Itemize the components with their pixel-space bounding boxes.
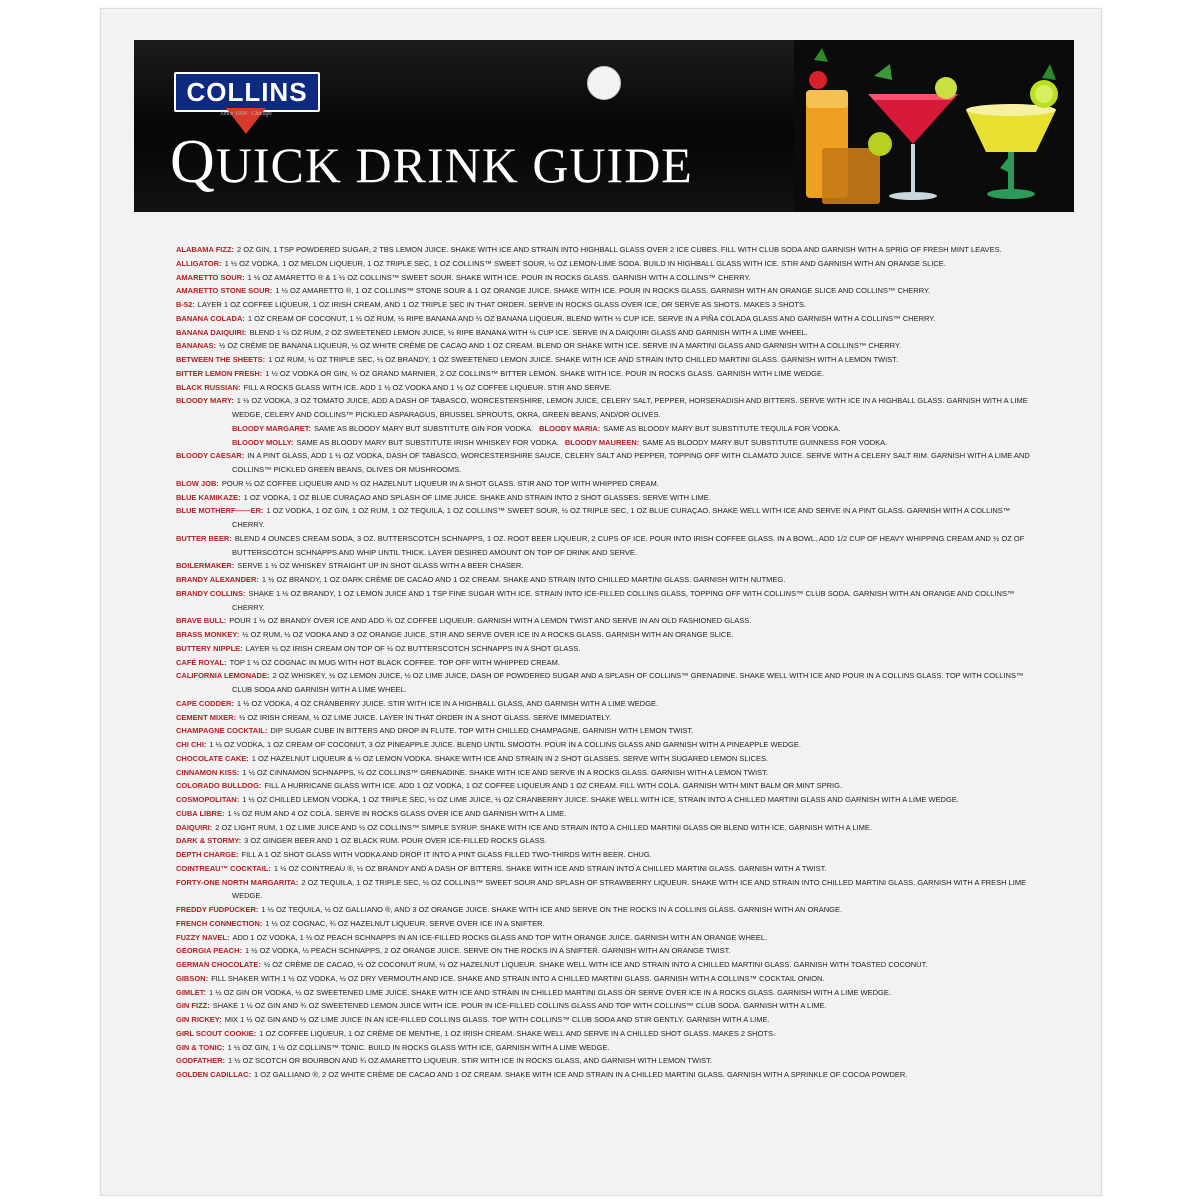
- drink-name: BLOODY MARGARET:: [232, 423, 312, 433]
- recipe-text: 1 ½ OZ CINNAMON SCHNAPPS, ½ OZ COLLINS™ GRENADINE. SHAKE WITH ICE AND SERVE IN A ROCKS GLASS. GARNISH WITH A LEMON TWIST.: [242, 767, 769, 777]
- recipe-entry: [176, 903, 1036, 917]
- recipe-text: 1 ½ OZ VODKA, 3 OZ TOMATO JUICE, ADD A DASH OF TABASCO, WORCESTERSHIRE, LEMON JUICE, CELERY SALT, PEPPER, HORSERADISH AND BITTERS. SERVE WITH ICE IN A HIGHBALL GLASS. GARNISH WITH A LIME WEDGE, CELERY AND COLLINS™ PICKLED ASPARAGUS, BRUSSEL SPROUTS, OKRA, GREEN BEANS, AND/OR OLIVES.: [232, 396, 1028, 419]
- recipe-entry: [176, 711, 1036, 725]
- recipe-variant-entry: [176, 436, 1036, 450]
- recipe-text: ½ OZ CRÈME DE BANANA LIQUEUR, ½ OZ WHITE CRÈME DE CACAO AND 1 OZ CREAM. BLEND OR SHAKE WITH ICE. SERVE IN A MARTINI GLASS AND GARNISH WITH A COLLINS™ CHERRY.: [219, 341, 902, 351]
- drink-name: BLOW JOB:: [176, 478, 219, 488]
- recipe-text: MIX 1 ½ OZ GIN AND ½ OZ LIME JUICE IN AN ICE-FILLED COLLINS GLASS. TOP WITH COLLINS™ CLUB SODA AND STIR GENTLY. GARNISH WITH A LIME.: [224, 1015, 770, 1024]
- recipe-entry: [176, 367, 1036, 381]
- drink-name: BRASS MONKEY:: [176, 630, 240, 639]
- recipe-entry: [176, 1013, 1036, 1027]
- recipe-text: 1 ½ OZ VODKA OR GIN, ½ OZ GRAND MARNIER, 2 OZ COLLINS™ BITTER LEMON. SHAKE WITH ICE. POUR IN ROCKS GLASS. GARNISH WITH LIME WEDGE.: [265, 368, 825, 378]
- drink-name: GERMAN CHOCOLATE:: [176, 960, 261, 969]
- recipe-text: 1 OZ COFFEE LIQUEUR, 1 OZ CRÈME DE MENTHE, 1 OZ IRISH CREAM. SHAKE WELL AND SERVE IN A CHILLED SHOT GLASS. MAKES 2 SHOTS.: [259, 1028, 776, 1038]
- recipe-entry: [176, 353, 1036, 367]
- recipe-text: 1 OZ HAZELNUT LIQUEUR & ½ OZ LEMON VODKA. SHAKE WITH ICE AND STRAIN IN 2 SHOT GLASSES. SERVE WITH SUGARED LEMON SLICES.: [251, 753, 769, 763]
- recipe-text: BLEND 1 ½ OZ RUM, 2 OZ SWEETENED LEMON JUICE, ½ RIPE BANANA WITH ½ CUP ICE. SERVE IN A DAIQUIRI GLASS AND GARNISH WITH A LIME WHEEL.: [249, 327, 808, 337]
- recipe-text: 3 OZ GINGER BEER AND 1 OZ BLACK RUM. POUR OVER ICE-FILLED ROCKS GLASS.: [244, 836, 547, 846]
- recipe-text: IN A PINT GLASS, ADD 1 ½ OZ VODKA, DASH OF TABASCO, WORCESTERSHIRE SAUCE, CELERY SALT AND PEPPER, TOPPING OFF WITH CLAMATO JUICE. SERVE WITH A CELERY SALT RIM. GARNISH WITH A LIME AND COLLINS™ PICKLED GREEN BEANS, OLIVES OR MUSHROOMS.: [232, 451, 1030, 474]
- recipe-text: 1 ½ OZ TEQUILA, ½ OZ GALLIANO ®, AND 3 OZ ORANGE JUICE. SHAKE WITH ICE AND SERVE ON THE ROCKS IN A COLLINS GLASS. GARNISH WITH AN ORANGE.: [261, 905, 843, 914]
- recipe-text: 1 OZ CREAM OF COCONUT, 1 ½ OZ RUM, ½ RIPE BANANA AND ½ OZ BANANA LIQUEUR. BLEND WITH ½ CUP ICE. SERVE IN A PIÑA COLADA GLASS AND GARNISH WITH A COLLINS™ CHERRY.: [247, 313, 936, 323]
- drink-name: FRENCH CONNECTION:: [176, 918, 263, 928]
- recipe-entry: [176, 766, 1036, 780]
- logo-tagline: Since 1934 · Chicago: [220, 111, 272, 117]
- recipe-entry: [176, 271, 1036, 285]
- drink-name: CAPE CODDER:: [176, 698, 234, 708]
- drink-name: BLOODY CAESAR:: [176, 451, 245, 461]
- recipe-text: 1 ½ OZ GIN, 1 ½ OZ COLLINS™ TONIC. BUILD IN ROCKS GLASS WITH ICE, GARNISH WITH A LIME WEDGE.: [227, 1042, 610, 1052]
- drink-name: GIMLET:: [176, 987, 206, 997]
- recipe-entry: [176, 779, 1036, 793]
- recipe-entry: [176, 793, 1036, 807]
- recipe-entry: [176, 656, 1036, 670]
- recipe-text: 2 OZ GIN, 1 TSP POWDERED SUGAR, 2 TBS LEMON JUICE. SHAKE WITH ICE AND STRAIN INTO HIGHBALL GLASS OVER 2 ICE CUBES. FILL WITH CLUB SODA AND GARNISH WITH A SPRIG OF FRESH MINT LEAVES.: [237, 245, 1002, 254]
- recipe-entry: [176, 944, 1036, 958]
- drink-name: AMARETTO STONE SOUR:: [176, 286, 273, 296]
- recipe-text: BLEND 4 OUNCES CREAM SODA, 3 OZ. BUTTERSCOTCH SCHNAPPS, 1 OZ. ROOT BEER LIQUEUR, 2 CUPS OF ICE. POUR INTO IRISH COFFEE GLASS. IN A BOWL, ADD 1/2 CUP OF HEAVY WHIPPING CREAM AND ½ OZ OF BUTTERSCOTCH SCHNAPPS AND WHIP UNTIL THICK. LAYER DESIRED AMOUNT ON TOP OF DRINK AND SERVE.: [232, 533, 1025, 557]
- recipe-entry: [176, 917, 1036, 931]
- recipe-text: 1 ½ OZ COGNAC, ¾ OZ HAZELNUT LIQUEUR. SERVE OVER ICE IN A SNIFTER.: [265, 918, 545, 928]
- recipe-entry: [176, 834, 1036, 848]
- drink-name: BRANDY COLLINS:: [176, 588, 246, 598]
- recipe-text: 1 OZ VODKA, 1 OZ GIN, 1 OZ RUM, 1 OZ TEQUILA, 1 OZ COLLINS™ SWEET SOUR, ½ OZ TRIPLE SEC, 1 OZ BLUE CURAÇAO. SHAKE WELL WITH ICE AND SERVE IN A PINT GLASS. GARNISH WITH A COLLINS™ CHERRY.: [232, 506, 1011, 529]
- drink-name: GODFATHER:: [176, 1056, 226, 1066]
- page-title: QUICK DRINK GUIDE: [170, 128, 693, 196]
- drink-name: BLUE MOTHERF——ER:: [176, 506, 264, 516]
- drink-name: BLOODY MARY:: [176, 396, 234, 406]
- recipe-text: 1 ½ OZ VODKA, 4 OZ CRANBERRY JUICE. STIR WITH ICE IN A HIGHBALL GLASS, AND GARNISH WITH A LIME WEDGE.: [236, 698, 659, 708]
- recipe-text: 1 ½ OZ AMARETTO ® & 1 ½ OZ COLLINS™ SWEET SOUR. SHAKE WITH ICE. POUR IN ROCKS GLASS. GARNISH WITH A COLLINS™ CHERRY.: [247, 272, 751, 282]
- drink-name: GIN RICKEY:: [176, 1015, 222, 1024]
- drink-name: BANANA COLADA:: [176, 313, 245, 323]
- recipe-entry: [176, 752, 1036, 766]
- drink-name: BANANAS:: [176, 341, 216, 351]
- drink-name: CEMENT MIXER:: [176, 712, 236, 722]
- recipe-entry: [176, 573, 1036, 587]
- recipe-text: 1 ½ OZ VODKA, 1 OZ CREAM OF COCONUT, 3 OZ PINEAPPLE JUICE. BLEND UNTIL SMOOTH. POUR IN A COLLINS GLASS AND GARNISH WITH A PINEAPPLE WEDGE.: [209, 740, 801, 749]
- recipe-entry: [176, 986, 1036, 1000]
- drink-name: BLUE KAMIKAZE:: [176, 492, 241, 502]
- recipe-text: 1 ½ OZ VODKA, ½ PEACH SCHNAPPS, 2 OZ ORANGE JUICE. SERVE ON THE ROCKS IN A SNIFTER. GARNISH WITH AN ORANGE TWIST.: [244, 946, 731, 956]
- recipe-text: ½ OZ IRISH CREAM, ½ OZ LIME JUICE. LAYER IN THAT ORDER IN A SHOT GLASS. SERVE IMMEDIATELY.: [239, 712, 612, 722]
- drink-name: BETWEEN THE SHEETS:: [176, 355, 266, 364]
- drink-name: BUTTER BEER:: [176, 533, 232, 543]
- recipe-text: FILL A 1 OZ SHOT GLASS WITH VODKA AND DROP IT INTO A PINT GLASS FILLED TWO-THIRDS WITH BEER. CHUG.: [241, 850, 652, 859]
- recipe-entry: [176, 339, 1036, 353]
- recipe-text: 1 ½ OZ RUM AND 4 OZ COLA. SERVE IN ROCKS GLASS OVER ICE AND GARNISH WITH A LIME.: [227, 808, 567, 818]
- recipe-entry: [176, 669, 1036, 697]
- drink-name: BRANDY ALEXANDER:: [176, 575, 259, 584]
- drink-name: CAFÉ ROYAL:: [176, 657, 227, 667]
- drink-name: BITTER LEMON FRESH:: [176, 368, 263, 378]
- recipe-entry: [176, 1068, 1036, 1082]
- recipe-text: POUR 1 ½ OZ BRANDY OVER ICE AND ADD ¾ OZ COFFEE LIQUEUR. GARNISH WITH A LEMON TWIST AND SERVE IN AN OLD FASHIONED GLASS.: [229, 616, 752, 626]
- recipe-entry: [176, 394, 1036, 422]
- recipe-text: DIP SUGAR CUBE IN BITTERS AND DROP IN FLUTE. TOP WITH CHILLED CHAMPAGNE. GARNISH WITH LEMON TWIST.: [270, 726, 694, 736]
- drink-name: COLORADO BULLDOG:: [176, 781, 262, 791]
- recipe-text: 1 ½ OZ BRANDY, 1 OZ DARK CRÈME DE CACAO AND 1 OZ CREAM. SHAKE AND STRAIN INTO CHILLED MARTINI GLASS. GARNISH WITH NUTMEG.: [261, 575, 786, 584]
- drink-name: CHAMPAGNE COCKTAIL:: [176, 726, 268, 736]
- recipe-entry: [176, 724, 1036, 738]
- drink-name: BLACK RUSSIAN:: [176, 382, 241, 392]
- drink-name: AMARETTO SOUR:: [176, 272, 245, 282]
- recipe-text: LAYER 1 OZ COFFEE LIQUEUR, 1 OZ IRISH CREAM, AND 1 OZ TRIPLE SEC IN THAT ORDER. SERVE IN ROCKS GLASS OVER ICE, OR SERVE AS SHOTS. MAKES 3 SHOTS.: [197, 300, 807, 309]
- drink-name: COINTREAU™ COCKTAIL:: [176, 863, 271, 873]
- drink-name: BLOODY MARIA:: [539, 423, 601, 433]
- recipe-text: ADD 1 OZ VODKA, 1 ½ OZ PEACH SCHNAPPS IN AN ICE-FILLED ROCKS GLASS AND TOP WITH ORANGE JUICE. GARNISH WITH AN ORANGE WHEEL.: [232, 932, 768, 942]
- recipe-entry: [176, 862, 1036, 876]
- drink-list: [176, 243, 1036, 1082]
- recipe-text: SAME AS BLOODY MARY BUT SUBSTITUTE TEQUILA FOR VODKA.: [603, 423, 841, 433]
- recipe-entry: [176, 587, 1036, 615]
- recipe-text: 2 OZ TEQUILA, 1 OZ TRIPLE SEC, ½ OZ COLLINS™ SWEET SOUR AND SPLASH OF STRAWBERRY LIQUEUR. SHAKE WITH ICE AND STRAIN INTO CHILLED MARTINI GLASS. GARNISH WITH A FRESH LIME WEDGE.: [232, 877, 1027, 901]
- recipe-text: 2 OZ WHISKEY, ½ OZ LEMON JUICE, ½ OZ LIME JUICE, DASH OF POWDERED SUGAR AND A SPLASH OF COLLINS™ GRENADINE. SHAKE WELL WITH ICE AND POUR IN A COLLINS GLASS. TOP WITH COLLINS™ CLUB SODA AND GARNISH WITH A LIME WHEEL.: [232, 671, 1024, 694]
- recipe-text: 1 OZ RUM, ½ OZ TRIPLE SEC, ½ OZ BRANDY, 1 OZ SWEETENED LEMON JUICE. SHAKE WITH ICE AND STRAIN INTO CHILLED MARTINI GLASS. GARNISH WITH A LEMON TWIST.: [268, 355, 899, 364]
- recipe-entry: [176, 931, 1036, 945]
- recipe-text: 1 ½ OZ SCOTCH OR BOURBON AND ¾ OZ AMARETTO LIQUEUR. STIR WITH ICE IN ROCKS GLASS, AND GARNISH WITH LEMON TWIST.: [228, 1056, 712, 1066]
- recipe-entry: [176, 642, 1036, 656]
- recipe-text: FILL A HURRICANE GLASS WITH ICE. ADD 1 OZ VODKA, 1 OZ COFFEE LIQUEUR AND 1 OZ CREAM. FILL WITH COLA. GARNISH WITH MINT BALM OR MINT SPRIG.: [264, 781, 843, 791]
- drink-name: BUTTERY NIPPLE:: [176, 643, 243, 653]
- recipe-text: 1 ½ OZ GIN OR VODKA, ½ OZ SWEETENED LIME JUICE. SHAKE WITH ICE AND STRAIN IN CHILLED MARTINI GLASS OR SERVE OVER ICE IN A ROCKS GLASS. GARNISH WITH A LIME WEDGE.: [209, 987, 891, 997]
- drink-name: GIN FIZZ:: [176, 1001, 210, 1011]
- recipe-entry: [176, 491, 1036, 505]
- recipe-entry: [176, 697, 1036, 711]
- recipe-text: SERVE 1 ½ OZ WHISKEY STRAIGHT UP IN SHOT GLASS WITH A BEER CHASER.: [237, 561, 524, 571]
- collins-logo: COLLINS: [174, 72, 320, 112]
- drink-name: CHOCOLATE CAKE:: [176, 753, 249, 763]
- recipe-text: SHAKE 1 ½ OZ BRANDY, 1 OZ LEMON JUICE AND 1 TSP FINE SUGAR WITH ICE. STRAIN INTO ICE-FILLED COLLINS GLASS, TOPPING OFF WITH COLLINS™ CLUB SODA. GARNISH WITH AN ORANGE AND COLLINS™ CHERRY.: [232, 588, 1015, 612]
- recipe-text: POUR ½ OZ COFFEE LIQUEUR AND ½ OZ HAZELNUT LIQUEUR IN A SHOT GLASS. STIR AND TOP WITH WHIPPED CREAM.: [221, 478, 659, 488]
- drink-name: GIN & TONIC:: [176, 1042, 225, 1052]
- recipe-entry: [176, 381, 1036, 395]
- recipe-entry: [176, 298, 1036, 312]
- drink-name: CUBA LIBRE:: [176, 808, 225, 818]
- recipe-text: 1 ½ OZ AMARETTO ®, 1 OZ COLLINS™ STONE SOUR & 1 OZ ORANGE JUICE. SHAKE WITH ICE. POUR IN ROCKS GLASS. GARNISH WITH AN ORANGE SLICE AND COLLINS™ CHERRY.: [275, 286, 931, 296]
- recipe-entry: [176, 628, 1036, 642]
- recipe-text: FILL A ROCKS GLASS WITH ICE. ADD 1 ½ OZ VODKA AND 1 ½ OZ COFFEE LIQUEUR. STIR AND SERVE.: [243, 382, 612, 392]
- drink-name: BOILERMAKER:: [176, 561, 235, 571]
- drink-name: FREDDY FUDPUCKER:: [176, 905, 259, 914]
- recipe-text: 1 ½ OZ VODKA, 1 OZ MELON LIQUEUR, 1 OZ TRIPLE SEC, 1 OZ COLLINS™ SWEET SOUR, ½ OZ LEMON-LIME SODA. BUILD IN HIGHBALL GLASS WITH ICE. STIR AND GARNISH WITH AN ORANGE SLICE.: [224, 258, 946, 268]
- recipe-entry: [176, 738, 1036, 752]
- hang-hole: [587, 66, 621, 100]
- cocktail-glasses-image: [794, 40, 1074, 212]
- recipe-entry: [176, 257, 1036, 271]
- drink-name: ALABAMA FIZZ:: [176, 245, 235, 254]
- drink-name: ALLIGATOR:: [176, 258, 222, 268]
- drink-name: BLOODY MAUREEN:: [564, 437, 640, 447]
- recipe-text: ½ OZ CRÈME DE CACAO, ½ OZ COCONUT RUM, ½ OZ HAZELNUT LIQUEUR. SHAKE WELL WITH ICE AND STRAIN INTO A CHILLED MARTINI GLASS. GARNISH WITH TOASTED COCONUT.: [263, 960, 928, 969]
- drink-name: BRAVE BULL:: [176, 616, 227, 626]
- recipe-entry: [176, 848, 1036, 862]
- drink-name: GEORGIA PEACH:: [176, 946, 242, 956]
- recipe-entry: [176, 504, 1036, 532]
- drink-name: FORTY-ONE NORTH MARGARITA:: [176, 877, 299, 887]
- recipe-entry: [176, 477, 1036, 491]
- recipe-text: 1 ½ OZ COINTREAU ®, ½ OZ BRANDY AND A DASH OF BITTERS. SHAKE WITH ICE AND STRAIN INTO A CHILLED MARTINI GLASS. GARNISH WITH A TWIST.: [273, 863, 827, 873]
- drink-name: BLOODY MOLLY:: [232, 437, 294, 447]
- drink-name: GIBSON:: [176, 973, 209, 983]
- recipe-text: SAME AS BLOODY MARY BUT SUBSTITUTE IRISH WHISKEY FOR VODKA.: [296, 437, 559, 447]
- recipe-entry: [176, 614, 1036, 628]
- recipe-entry: [176, 326, 1036, 340]
- drink-name: BANANA DAIQUIRI:: [176, 327, 247, 337]
- drink-name: CHI CHI:: [176, 740, 207, 749]
- recipe-text: 1 ½ OZ CHILLED LEMON VODKA, 1 OZ TRIPLE SEC, ½ OZ LIME JUICE, ½ OZ CRANBERRY JUICE. SHAKE WELL WITH ICE, STRAIN INTO A CHILLED MARTINI GLASS AND GARNISH WITH A LIME WEDGE.: [242, 795, 959, 804]
- recipe-entry: [176, 243, 1036, 257]
- drink-name: GOLDEN CADILLAC:: [176, 1070, 251, 1079]
- recipe-entry: [176, 1054, 1036, 1068]
- recipe-text: 2 OZ LIGHT RUM, 1 OZ LIME JUICE AND ½ OZ COLLINS™ SIMPLE SYRUP. SHAKE WITH ICE AND STRAIN INTO A CHILLED MARTINI GLASS OR BLEND WITH ICE. GARNISH WITH A LIME.: [215, 822, 872, 832]
- recipe-text: 1 OZ VODKA, 1 OZ BLUE CURAÇAO AND SPLASH OF LIME JUICE. SHAKE AND STRAIN INTO 2 SHOT GLASSES. SERVE WITH LIME.: [243, 492, 711, 502]
- recipe-entry: [176, 821, 1036, 835]
- drink-name: FUZZY NAVEL:: [176, 932, 230, 942]
- recipe-entry: [176, 559, 1036, 573]
- recipe-variant-entry: [176, 422, 1036, 436]
- drink-name: CALIFORNIA LEMONADE:: [176, 671, 270, 681]
- recipe-text: SAME AS BLOODY MARY BUT SUBSTITUTE GUINNESS FOR VODKA.: [642, 437, 888, 447]
- recipe-entry: [176, 1041, 1036, 1055]
- recipe-entry: [176, 449, 1036, 477]
- drink-name: DEPTH CHARGE:: [176, 850, 239, 859]
- drink-name: CINNAMON KISS:: [176, 767, 240, 777]
- recipe-entry: [176, 958, 1036, 972]
- drink-name: GIRL SCOUT COOKIE:: [176, 1028, 257, 1038]
- recipe-entry: [176, 972, 1036, 986]
- recipe-text: LAYER ½ OZ IRISH CREAM ON TOP OF ½ OZ BUTTERSCOTCH SCHNAPPS IN A SHOT GLASS.: [245, 643, 581, 653]
- recipe-entry: [176, 999, 1036, 1013]
- recipe-entry: [176, 532, 1036, 560]
- recipe-entry: [176, 312, 1036, 326]
- recipe-text: TOP 1 ½ OZ COGNAC IN MUG WITH HOT BLACK COFFEE. TOP OFF WITH WHIPPED CREAM.: [229, 657, 561, 667]
- recipe-text: SAME AS BLOODY MARY BUT SUBSTITUTE GIN FOR VODKA.: [314, 423, 534, 433]
- recipe-entry: [176, 1027, 1036, 1041]
- drink-name: DAIQUIRI:: [176, 822, 213, 832]
- recipe-text: ½ OZ RUM, ½ OZ VODKA AND 3 OZ ORANGE JUICE. STIR AND SERVE OVER ICE IN A ROCKS GLASS. GARNISH WITH AN ORANGE SLICE.: [242, 630, 734, 639]
- recipe-text: FILL SHAKER WITH 1 ½ OZ VODKA, ½ OZ DRY VERMOUTH AND ICE. SHAKE AND STRAIN INTO A CHILLED MARTINI GLASS. GARNISH WITH A COLLINS™ COCKTAIL ONION.: [211, 973, 825, 983]
- recipe-entry: [176, 876, 1036, 904]
- drink-name: COSMOPOLITAN:: [176, 795, 240, 804]
- recipe-text: SHAKE 1 ½ OZ GIN AND ¾ OZ SWEETENED LEMON JUICE WITH ICE. POUR IN ICE-FILLED COLLINS GLASS AND TOP WITH COLLINS™ CLUB SODA. GARNISH WITH A LIME.: [212, 1001, 827, 1011]
- recipe-entry: [176, 284, 1036, 298]
- drink-name: B-52:: [176, 300, 195, 309]
- recipe-text: 1 OZ GALLIANO ®, 2 OZ WHITE CRÈME DE CACAO AND 1 OZ CREAM. SHAKE WITH ICE AND STRAIN IN A CHILLED MARTINI GLASS. GARNISH WITH A SPRINKLE OF COCOA POWDER.: [254, 1070, 908, 1079]
- recipe-entry: [176, 807, 1036, 821]
- drink-name: DARK & STORMY:: [176, 836, 242, 846]
